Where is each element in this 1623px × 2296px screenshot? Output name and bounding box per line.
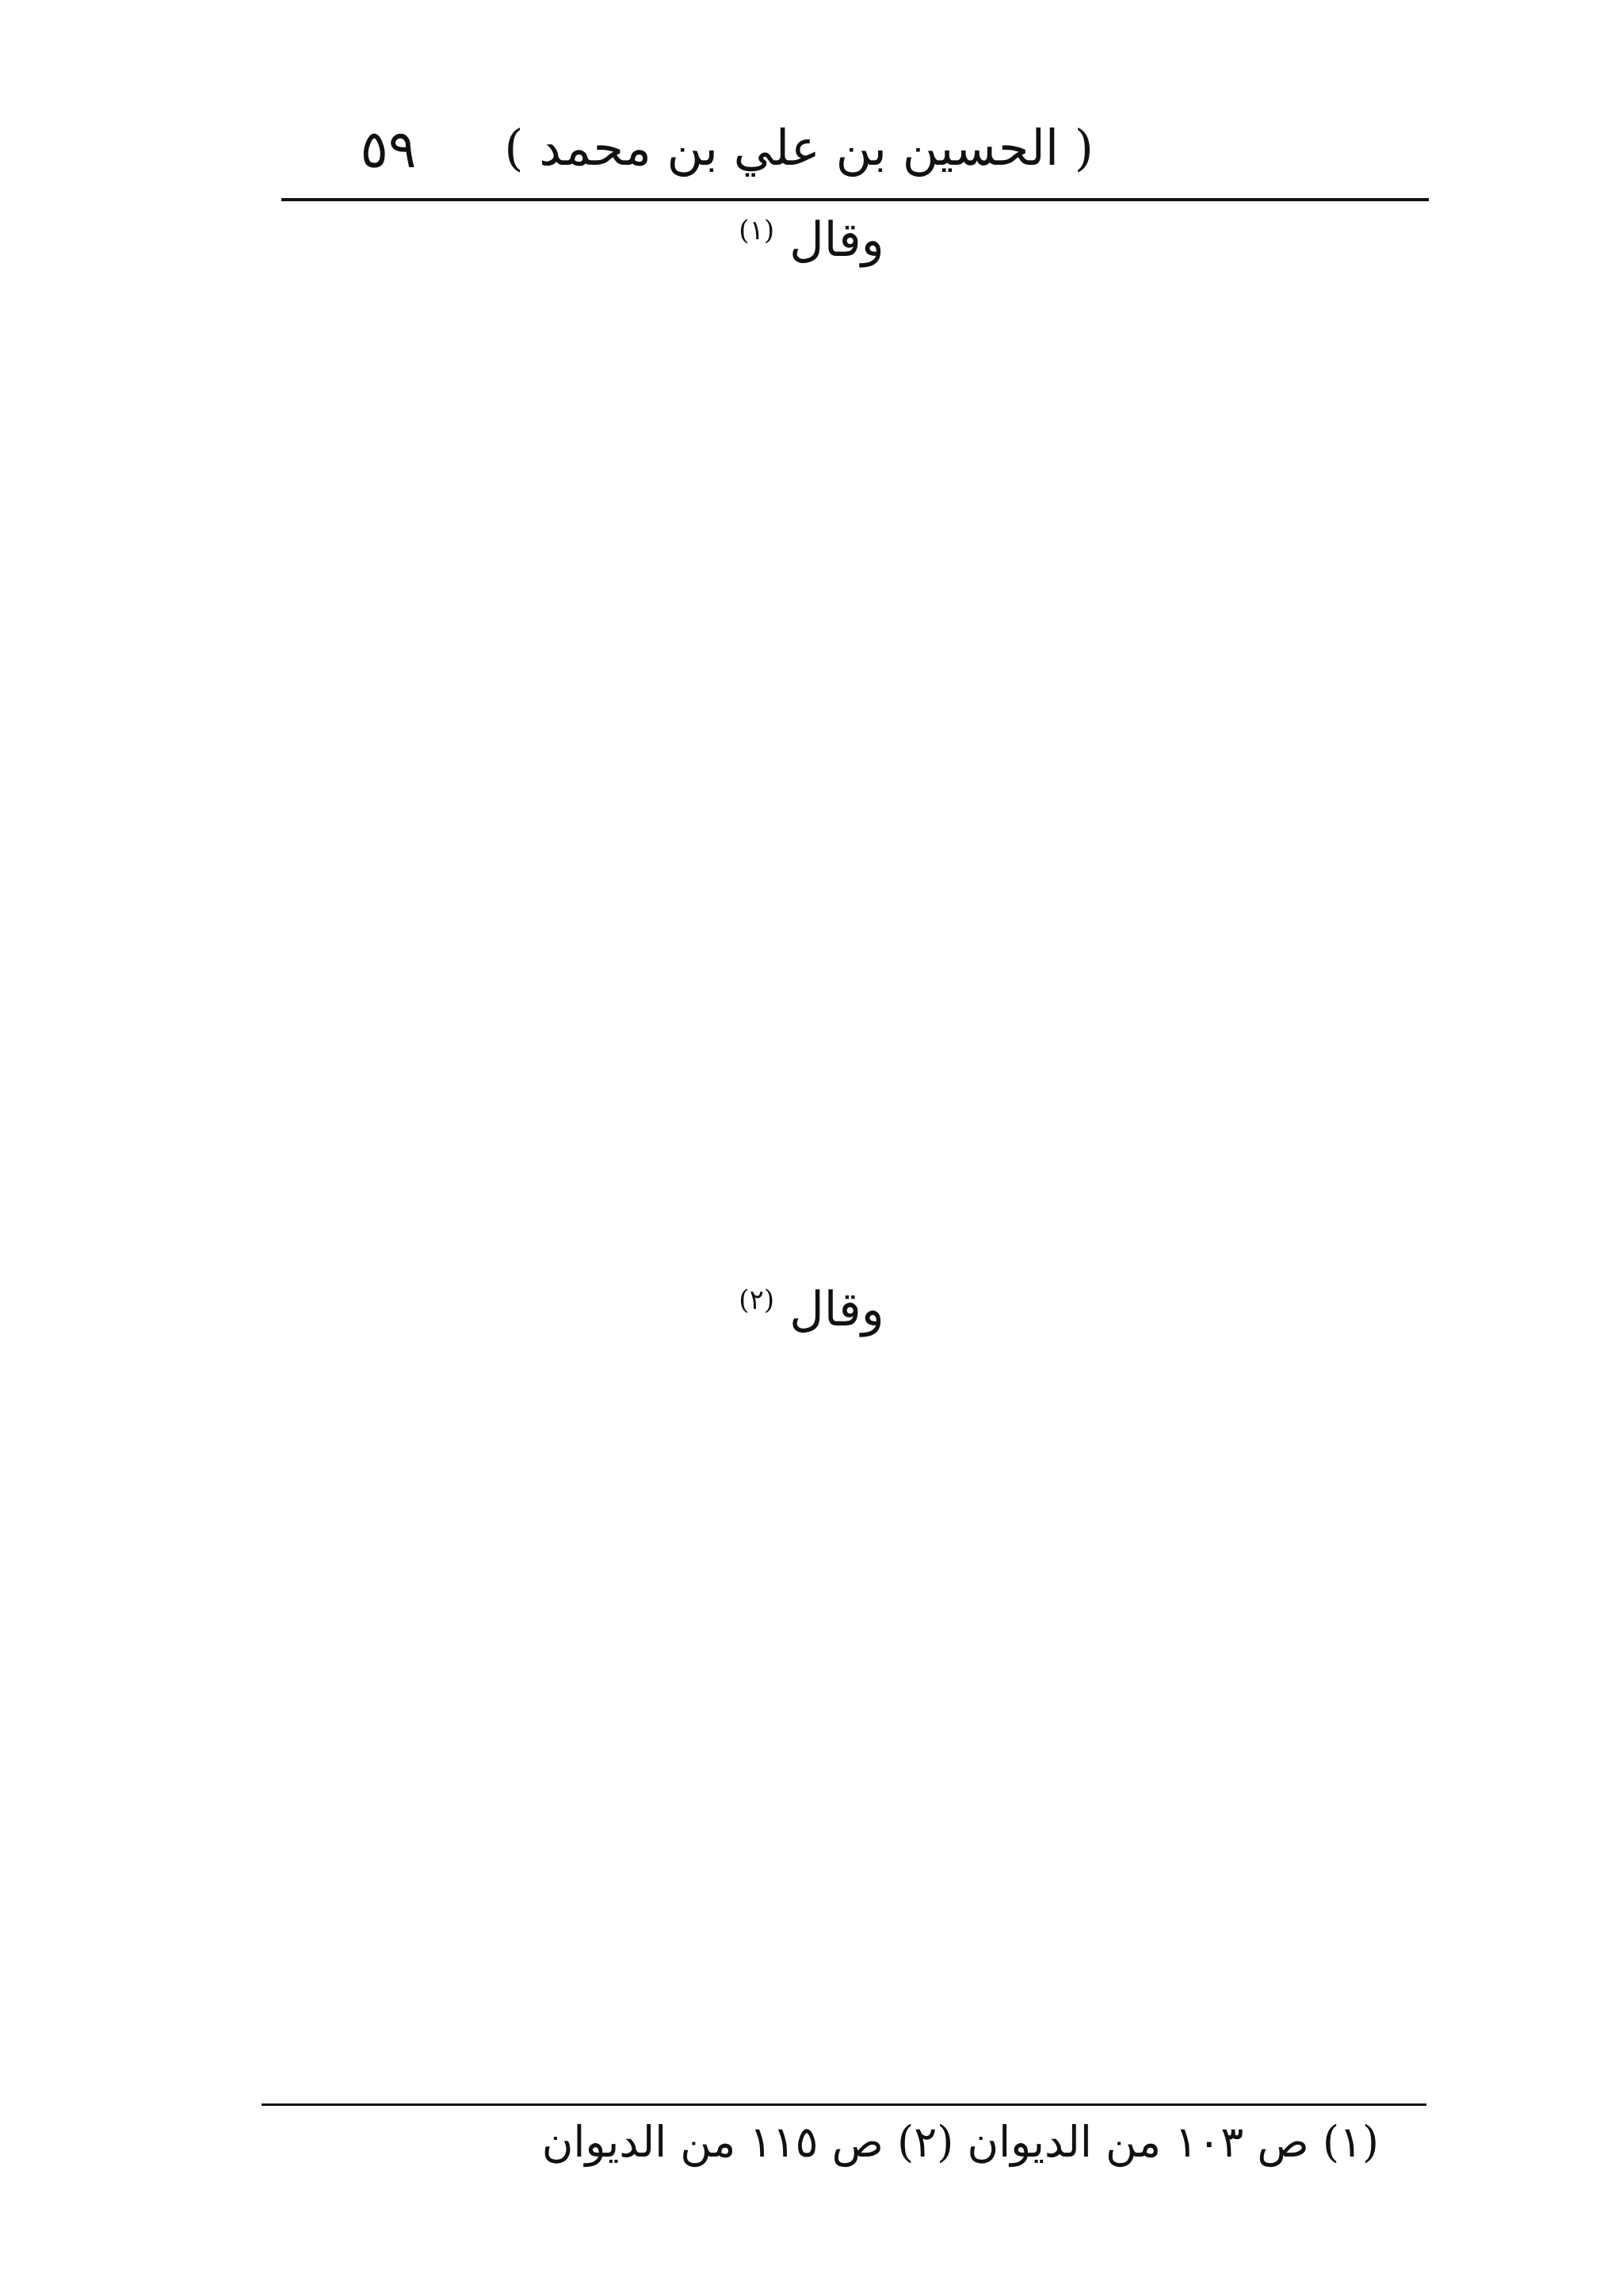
- heading-text: وقال: [789, 212, 884, 268]
- page-number: ٥٩: [360, 119, 417, 180]
- footnote-ref: (٢): [739, 1284, 775, 1316]
- footnote-rule: [262, 2103, 1426, 2106]
- running-title: ( الحسين بن علي بن محمد ): [504, 119, 1094, 177]
- section-heading-2: [693, 1282, 930, 1337]
- header-rule: [281, 198, 1429, 201]
- section-heading-1: [693, 212, 930, 268]
- footnote-ref: (١): [739, 215, 775, 246]
- footnotes: (١) ص ١٠٣ من الديوان (٢) ص ١١٥ من الديوان: [541, 2117, 1379, 2167]
- heading-text: وقال: [789, 1282, 884, 1337]
